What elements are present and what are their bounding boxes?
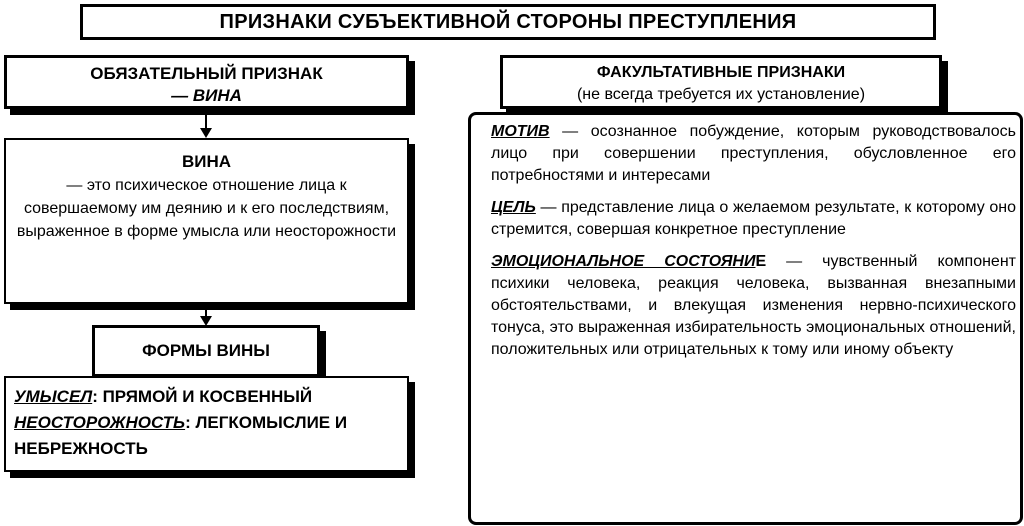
guilt-definition: — это психическое отношение лица к совершаемому им деянию и к его последствиям, выраженное в форме умысла или неосторожности bbox=[16, 177, 397, 240]
arrow-guilt-to-forms bbox=[205, 304, 207, 324]
intent-line bbox=[14, 384, 399, 410]
emotional-state-term: ЭМОЦИОНАЛЬНОЕ СОСТОЯНИ bbox=[491, 253, 756, 270]
emotional-state-term-tail: Е bbox=[755, 253, 767, 270]
mandatory-value: — ВИНА bbox=[171, 86, 242, 105]
facultative-heading: ФАКУЛЬТАТИВНЫЕ ПРИЗНАКИ bbox=[596, 64, 846, 81]
goal-text: — представление лица о желаемом результате, к которому оно стремится, совершая конкретное преступление bbox=[491, 199, 1016, 238]
intent-term: УМЫСЕЛ bbox=[14, 387, 93, 406]
negligence-kinds: : ЛЕГКОМЫСЛИЕ И НЕБРЕЖНОСТЬ bbox=[14, 413, 348, 458]
forms-list-box bbox=[4, 376, 409, 472]
facultative-note: (не всегда требуется их установление) bbox=[576, 86, 866, 103]
forms-of-guilt-box: ФОРМЫ ВИНЫ bbox=[92, 325, 320, 377]
arrow-mandatory-to-guilt bbox=[205, 112, 207, 136]
motive-text: — осознанное побуждение, которым руководствовалось лицо при совершении преступления, обусловленное его потребностями и интересами bbox=[491, 123, 1016, 184]
diagram-title: ПРИЗНАКИ СУБЪЕКТИВНОЙ СТОРОНЫ ПРЕСТУПЛЕНИЯ bbox=[80, 4, 936, 40]
negligence-line bbox=[14, 410, 399, 462]
emotional-state-item bbox=[491, 251, 1016, 361]
negligence-term: НЕОСТОРОЖНОСТЬ bbox=[14, 413, 186, 432]
facultative-signs-box bbox=[500, 55, 942, 109]
motive-item bbox=[491, 121, 1016, 187]
facultative-details-box bbox=[468, 112, 1023, 525]
mandatory-heading: ОБЯЗАТЕЛЬНЫЙ ПРИЗНАК bbox=[90, 64, 323, 83]
intent-kinds: : ПРЯМОЙ И КОСВЕННЫЙ bbox=[92, 387, 313, 406]
guilt-heading: ВИНА bbox=[181, 152, 232, 171]
goal-term: ЦЕЛЬ bbox=[491, 199, 536, 216]
goal-item bbox=[491, 197, 1016, 241]
mandatory-sign-box bbox=[4, 55, 409, 109]
guilt-definition-box bbox=[4, 138, 409, 304]
emotional-state-text: — чувственный компонент психики человека, реакция человека, вызванная внезапными обстоятельствами, и влекущая изменения нервно-психического тонуса, это выраженная избирательность эмоциональных отношений, положительных или отрицательных к тому или иному объекту bbox=[491, 253, 1016, 358]
motive-term: МОТИВ bbox=[491, 123, 550, 140]
